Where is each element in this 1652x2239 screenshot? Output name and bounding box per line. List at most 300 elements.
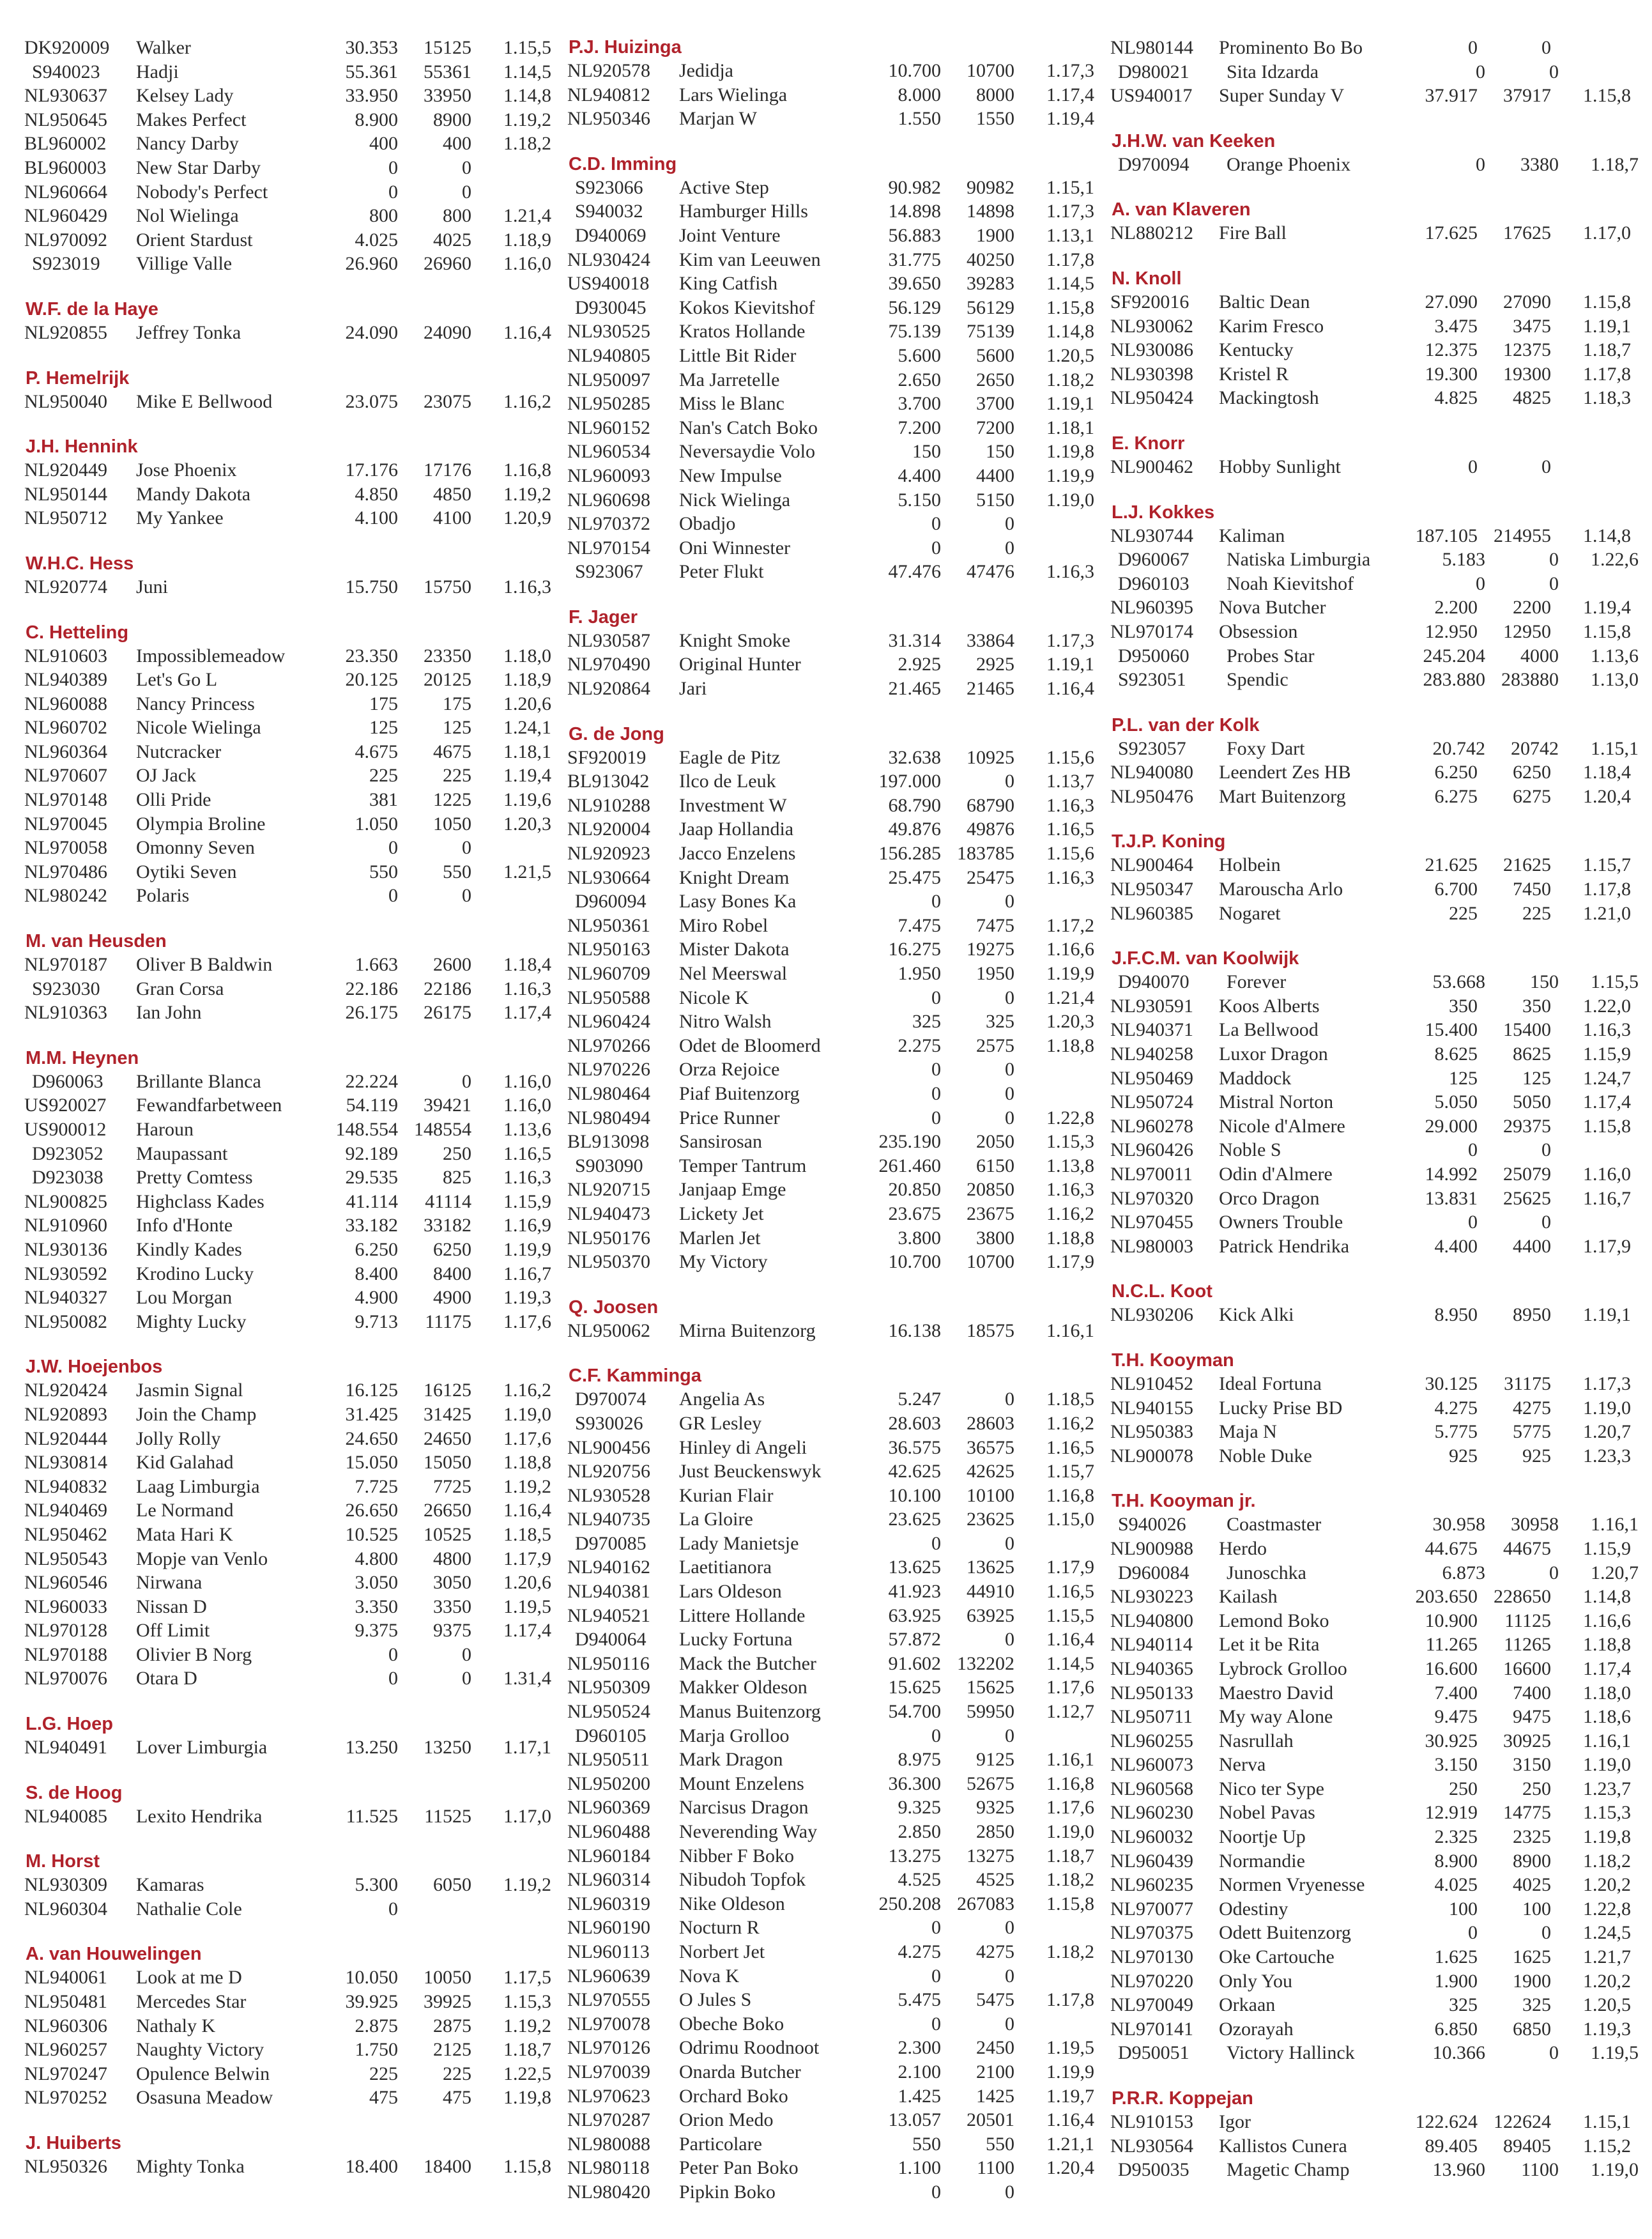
horse-name: Narcisus Dragon bbox=[679, 1797, 809, 1819]
horse-row bbox=[566, 866, 1109, 890]
horse-name: Nobody's Perfect bbox=[136, 181, 268, 203]
horse-name: Otara D bbox=[136, 1668, 197, 1689]
horse-name: Orient Stardust bbox=[136, 229, 253, 250]
horse-record-time: 1.17,9 bbox=[1046, 1557, 1094, 1578]
horse-total-earnings: 261.460 bbox=[878, 1155, 941, 1176]
horse-record-time: 1.18,2 bbox=[1046, 369, 1094, 390]
horse-earnings: 925 bbox=[1522, 1445, 1551, 1466]
horse-total-earnings: 0 bbox=[388, 157, 398, 178]
horse-registration-id: NL950326 bbox=[24, 2156, 107, 2177]
horse-earnings: 55361 bbox=[424, 61, 471, 82]
horse-registration-id: NL920715 bbox=[567, 1179, 650, 1201]
horse-earnings: 0 bbox=[1549, 549, 1559, 571]
owner-name: L.J. Kokkes bbox=[1112, 502, 1215, 523]
horse-name: My Victory bbox=[679, 1251, 768, 1273]
horse-total-earnings: 1.550 bbox=[898, 108, 941, 130]
horse-row bbox=[23, 1619, 566, 1643]
horse-record-time: 1.17,8 bbox=[1583, 363, 1631, 385]
horse-earnings: 0 bbox=[1005, 771, 1014, 792]
horse-record-time: 1.14,8 bbox=[1046, 321, 1094, 342]
horse-earnings: 16125 bbox=[424, 1380, 471, 1401]
horse-name: Nol Wielinga bbox=[136, 205, 239, 227]
horse-name: Janjaap Emge bbox=[679, 1179, 786, 1201]
horse-name: Ian John bbox=[136, 1002, 202, 1024]
horse-earnings: 17625 bbox=[1503, 222, 1551, 244]
horse-record-time: 1.15,3 bbox=[503, 1991, 551, 2013]
horse-registration-id: NL930062 bbox=[1110, 315, 1193, 337]
horse-row bbox=[23, 884, 566, 908]
horse-earnings: 8900 bbox=[433, 109, 471, 130]
horse-row bbox=[566, 416, 1109, 440]
horse-name: Mandy Dakota bbox=[136, 483, 251, 505]
horse-row bbox=[23, 1990, 566, 2014]
horse-row bbox=[23, 2155, 566, 2179]
horse-name: Nova K bbox=[679, 1965, 740, 1987]
horse-earnings: 33182 bbox=[424, 1215, 471, 1236]
owner-name: C. Hetteling bbox=[26, 622, 129, 643]
horse-record-time: 1.18,0 bbox=[1583, 1682, 1631, 1704]
owner-section bbox=[566, 723, 1109, 1274]
horse-earnings: 23350 bbox=[424, 645, 471, 666]
horse-total-earnings: 7.400 bbox=[1434, 1682, 1478, 1704]
horse-registration-id: NL920444 bbox=[24, 1427, 107, 1449]
horse-record-time: 1.18,6 bbox=[1583, 1706, 1631, 1728]
horse-row bbox=[566, 488, 1109, 512]
horse-registration-id: NL960546 bbox=[24, 1572, 107, 1594]
owner-section bbox=[23, 1047, 566, 1334]
horse-name: Odett Buitenzorg bbox=[1219, 1922, 1351, 1944]
horse-earnings: 6250 bbox=[1513, 762, 1551, 783]
horse-earnings: 350 bbox=[1522, 995, 1551, 1017]
horse-row bbox=[23, 1475, 566, 1499]
horse-total-earnings: 30.958 bbox=[1432, 1514, 1485, 1535]
horse-total-earnings: 0 bbox=[931, 537, 941, 558]
horse-total-earnings: 0 bbox=[931, 1532, 941, 1554]
horse-total-earnings: 14.898 bbox=[888, 201, 941, 222]
horse-total-earnings: 8.400 bbox=[355, 1263, 398, 1284]
horse-registration-id: NL930637 bbox=[24, 85, 107, 107]
horse-name: Miro Robel bbox=[679, 914, 769, 936]
horse-record-time: 1.18,2 bbox=[1046, 1869, 1094, 1891]
horse-record-time: 1.17,4 bbox=[1046, 84, 1094, 105]
owner-section bbox=[1109, 1349, 1652, 1468]
horse-total-earnings: 37.917 bbox=[1425, 85, 1478, 107]
horse-registration-id: BL960003 bbox=[24, 157, 107, 178]
horse-row bbox=[566, 1700, 1109, 1724]
horse-row bbox=[1109, 1138, 1652, 1162]
horse-name: Maupassant bbox=[136, 1143, 228, 1164]
horse-name: Ilco de Leuk bbox=[679, 771, 776, 792]
horse-row bbox=[566, 1459, 1109, 1484]
horse-earnings: 39421 bbox=[424, 1095, 471, 1116]
horse-total-earnings: 18.400 bbox=[345, 2156, 398, 2177]
horse-earnings: 825 bbox=[443, 1167, 471, 1189]
horse-record-time: 1.19,2 bbox=[503, 2015, 551, 2036]
horse-row bbox=[566, 842, 1109, 866]
horse-total-earnings: 36.575 bbox=[888, 1436, 941, 1458]
horse-earnings: 125 bbox=[443, 717, 471, 739]
owner-name: A. van Houwelingen bbox=[26, 1944, 202, 1965]
horse-total-earnings: 16.138 bbox=[888, 1320, 941, 1341]
horse-registration-id: NL970623 bbox=[567, 2085, 650, 2107]
horse-registration-id: NL920756 bbox=[567, 1461, 650, 1482]
horse-registration-id: NL950163 bbox=[567, 939, 650, 960]
horse-row bbox=[23, 36, 566, 60]
horse-total-earnings: 4.025 bbox=[355, 229, 398, 250]
horse-record-time: 1.19,1 bbox=[1046, 393, 1094, 415]
horse-registration-id: S923067 bbox=[575, 561, 643, 583]
horse-registration-id: S940032 bbox=[575, 201, 643, 222]
horse-registration-id: S930026 bbox=[575, 1412, 643, 1434]
horse-earnings: 37917 bbox=[1503, 85, 1551, 107]
horse-earnings: 1050 bbox=[433, 813, 471, 835]
horse-row bbox=[566, 2132, 1109, 2157]
horse-row bbox=[566, 1436, 1109, 1460]
horse-record-time: 1.18,8 bbox=[1046, 1227, 1094, 1249]
horse-registration-id: D960084 bbox=[1118, 1562, 1189, 1583]
horse-earnings: 0 bbox=[1005, 1629, 1014, 1650]
horse-name: Olympia Broline bbox=[136, 813, 266, 835]
horse-registration-id: NL960698 bbox=[567, 489, 650, 511]
horse-total-earnings: 13.625 bbox=[888, 1557, 941, 1578]
horse-record-time: 1.16,5 bbox=[1046, 819, 1094, 840]
horse-name: Herdo bbox=[1219, 1537, 1267, 1559]
owner-name: A. van Klaveren bbox=[1112, 199, 1251, 220]
horse-record-time: 1.20,7 bbox=[1583, 1421, 1631, 1443]
horse-row bbox=[566, 1058, 1109, 1082]
horse-record-time: 1.16,8 bbox=[1046, 1484, 1094, 1506]
horse-row bbox=[1109, 668, 1652, 692]
horse-row bbox=[23, 156, 566, 180]
horse-registration-id: NL940327 bbox=[24, 1287, 107, 1309]
horse-row bbox=[23, 860, 566, 884]
horse-record-time: 1.17,2 bbox=[1046, 914, 1094, 936]
horse-record-time: 1.15,9 bbox=[1583, 1043, 1631, 1065]
horse-name: Kamaras bbox=[136, 1874, 204, 1896]
horse-row bbox=[23, 1213, 566, 1238]
horse-total-earnings: 14.992 bbox=[1425, 1164, 1478, 1185]
horse-record-time: 1.18,1 bbox=[1046, 417, 1094, 438]
horse-earnings: 0 bbox=[1541, 456, 1551, 477]
horse-name: Probes Star bbox=[1227, 645, 1315, 666]
horse-row bbox=[23, 1547, 566, 1571]
horse-registration-id: D940069 bbox=[575, 224, 646, 246]
horse-record-time: 1.17,6 bbox=[503, 1427, 551, 1449]
horse-earnings: 0 bbox=[462, 837, 471, 859]
horse-earnings: 9125 bbox=[976, 1749, 1014, 1771]
horse-registration-id: D940064 bbox=[575, 1629, 646, 1650]
horse-registration-id: NL940162 bbox=[567, 1557, 650, 1578]
horse-row bbox=[566, 1319, 1109, 1343]
horse-registration-id: NL940805 bbox=[567, 344, 650, 366]
horse-row bbox=[566, 1868, 1109, 1892]
horse-name: Nicole Wielinga bbox=[136, 717, 261, 739]
horse-row bbox=[23, 836, 566, 860]
horse-earnings: 63925 bbox=[967, 1604, 1014, 1626]
horse-row bbox=[1109, 1753, 1652, 1777]
horse-name: Marja Grolloo bbox=[679, 1725, 790, 1746]
horse-row bbox=[566, 1082, 1109, 1106]
horse-registration-id: NL950082 bbox=[24, 1311, 107, 1332]
horse-registration-id: NL960568 bbox=[1110, 1778, 1193, 1799]
horse-name: Junoschka bbox=[1227, 1562, 1306, 1583]
horse-registration-id: NL960664 bbox=[24, 181, 107, 203]
horse-earnings: 39283 bbox=[967, 273, 1014, 295]
horse-name: Koos Alberts bbox=[1219, 995, 1320, 1017]
horse-total-earnings: 0 bbox=[1468, 1922, 1478, 1944]
owner-name: F. Jager bbox=[569, 606, 638, 627]
horse-registration-id: NL960190 bbox=[567, 1917, 650, 1939]
horse-row bbox=[23, 1897, 566, 1921]
horse-total-earnings: 31.775 bbox=[888, 249, 941, 270]
horse-record-time: 1.22,5 bbox=[503, 2063, 551, 2084]
horse-total-earnings: 381 bbox=[369, 789, 398, 811]
horse-total-earnings: 26.650 bbox=[345, 1500, 398, 1521]
horse-row bbox=[1109, 221, 1652, 245]
horse-earnings: 9475 bbox=[1513, 1706, 1551, 1728]
horse-total-earnings: 13.250 bbox=[345, 1737, 398, 1758]
horse-registration-id: D923052 bbox=[32, 1143, 103, 1164]
horse-earnings: 24090 bbox=[424, 321, 471, 343]
horse-registration-id: NL960702 bbox=[24, 717, 107, 739]
horse-row bbox=[23, 1595, 566, 1619]
horse-registration-id: NL970372 bbox=[567, 513, 650, 535]
horse-total-earnings: 0 bbox=[1476, 573, 1485, 594]
owner-name: M. Horst bbox=[26, 1851, 100, 1872]
owner-section bbox=[23, 298, 566, 345]
horse-record-time: 1.23,7 bbox=[1583, 1778, 1631, 1799]
horse-earnings: 2450 bbox=[976, 2037, 1014, 2059]
horse-name: Hinley di Angeli bbox=[679, 1436, 807, 1458]
horse-earnings: 4000 bbox=[1520, 645, 1559, 666]
horse-registration-id: NL940473 bbox=[567, 1203, 650, 1224]
horse-total-earnings: 125 bbox=[369, 717, 398, 739]
owner-name: C.F. Kamminga bbox=[569, 1366, 701, 1387]
horse-earnings: 5150 bbox=[976, 489, 1014, 511]
horse-name: Baltic Dean bbox=[1219, 291, 1310, 312]
horse-name: Mercedes Star bbox=[136, 1991, 247, 2013]
horse-earnings: 31175 bbox=[1504, 1373, 1551, 1394]
horse-row bbox=[23, 1450, 566, 1475]
horse-earnings: 4100 bbox=[433, 507, 471, 529]
horse-earnings: 1550 bbox=[976, 108, 1014, 130]
horse-record-time: 1.19,5 bbox=[1591, 2042, 1639, 2064]
horse-registration-id: NL940389 bbox=[24, 669, 107, 691]
horse-earnings: 10100 bbox=[967, 1484, 1014, 1506]
horse-registration-id: NL930398 bbox=[1110, 363, 1193, 385]
horse-row bbox=[23, 788, 566, 812]
horse-row bbox=[23, 1378, 566, 1403]
horse-record-time: 1.18,4 bbox=[503, 954, 551, 976]
horse-row bbox=[566, 1507, 1109, 1532]
horse-row bbox=[566, 629, 1109, 653]
horse-registration-id: NL950511 bbox=[567, 1749, 650, 1771]
horse-earnings: 250 bbox=[1522, 1778, 1551, 1799]
horse-registration-id: NL930424 bbox=[567, 249, 650, 270]
owner-section bbox=[23, 930, 566, 1025]
horse-row bbox=[566, 296, 1109, 320]
horse-earnings: 17176 bbox=[424, 459, 471, 481]
horse-name: Nel Meerswal bbox=[679, 963, 788, 984]
horse-record-time: 1.22,8 bbox=[1046, 1107, 1094, 1128]
horse-registration-id: NL900078 bbox=[1110, 1445, 1193, 1466]
horse-name: Jacco Enzelens bbox=[679, 843, 796, 865]
horse-registration-id: S923019 bbox=[32, 253, 100, 275]
horse-total-earnings: 0 bbox=[931, 987, 941, 1008]
horse-earnings: 39925 bbox=[424, 1991, 471, 2013]
horse-total-earnings: 44.675 bbox=[1425, 1537, 1478, 1559]
horse-registration-id: NL950588 bbox=[567, 987, 650, 1008]
horse-earnings: 550 bbox=[443, 861, 471, 882]
horse-registration-id: D950051 bbox=[1118, 2042, 1189, 2064]
horse-name: Kentucky bbox=[1219, 339, 1294, 361]
owner-name: J. Huiberts bbox=[26, 2133, 121, 2153]
horse-name: Original Hunter bbox=[679, 654, 801, 675]
horse-record-time: 1.15,5 bbox=[1591, 971, 1639, 993]
horse-row bbox=[23, 1643, 566, 1667]
horse-name: Nasrullah bbox=[1219, 1730, 1294, 1751]
horse-row bbox=[23, 482, 566, 507]
horse-row bbox=[1109, 1609, 1652, 1633]
horse-name: Ma Jarretelle bbox=[679, 369, 780, 390]
horse-name: Marjan W bbox=[679, 108, 757, 130]
horse-name: Laag Limburgia bbox=[136, 1475, 260, 1497]
horse-earnings: 0 bbox=[1541, 1922, 1551, 1944]
horse-registration-id: NL960424 bbox=[567, 1011, 650, 1033]
horse-record-time: 1.19,8 bbox=[1046, 441, 1094, 463]
horse-record-time: 1.24,7 bbox=[1583, 1067, 1631, 1089]
horse-earnings: 26175 bbox=[424, 1002, 471, 1024]
horse-total-earnings: 2.100 bbox=[898, 2061, 941, 2082]
horse-row bbox=[1109, 1825, 1652, 1849]
owner-section bbox=[1109, 267, 1652, 410]
horse-registration-id: D960105 bbox=[575, 1725, 646, 1746]
horse-earnings: 325 bbox=[986, 1011, 1014, 1033]
horse-earnings: 49876 bbox=[967, 819, 1014, 840]
horse-earnings: 33864 bbox=[967, 629, 1014, 651]
owner-name: G. de Jong bbox=[569, 723, 664, 744]
horse-earnings: 2850 bbox=[976, 1821, 1014, 1842]
horse-total-earnings: 6.250 bbox=[355, 1238, 398, 1260]
horse-total-earnings: 3.700 bbox=[898, 393, 941, 415]
horse-row bbox=[23, 716, 566, 740]
horse-record-time: 1.16,5 bbox=[1046, 1581, 1094, 1603]
horse-row bbox=[1109, 1512, 1652, 1537]
horse-row bbox=[23, 60, 566, 84]
horse-record-time: 1.19,6 bbox=[503, 789, 551, 811]
horse-earnings: 12950 bbox=[1503, 620, 1551, 642]
horse-total-earnings: 13.057 bbox=[888, 2109, 941, 2131]
horse-earnings: 8400 bbox=[433, 1263, 471, 1284]
horse-record-time: 1.19,9 bbox=[503, 1238, 551, 1260]
horse-record-time: 1.18,7 bbox=[1046, 1845, 1094, 1866]
horse-row bbox=[23, 1735, 566, 1760]
horse-total-earnings: 3.150 bbox=[1434, 1754, 1478, 1776]
horse-record-time: 1.13,8 bbox=[1046, 1155, 1094, 1176]
horse-total-earnings: 31.425 bbox=[345, 1403, 398, 1425]
horse-row bbox=[566, 392, 1109, 416]
horse-earnings: 4825 bbox=[1513, 387, 1551, 409]
horse-row bbox=[566, 2036, 1109, 2060]
horse-registration-id: NL970126 bbox=[567, 2037, 650, 2059]
horse-name: Pretty Comtess bbox=[136, 1167, 253, 1189]
horse-registration-id: D960063 bbox=[32, 1070, 103, 1092]
horse-registration-id: D940070 bbox=[1118, 971, 1189, 993]
horse-record-time: 1.20,9 bbox=[503, 507, 551, 529]
horse-total-earnings: 125 bbox=[1449, 1067, 1478, 1089]
horse-name: Eagle de Pitz bbox=[679, 746, 781, 768]
horse-row bbox=[1109, 1303, 1652, 1327]
horse-record-time: 1.16,3 bbox=[1046, 561, 1094, 583]
horse-record-time: 1.15,8 bbox=[1583, 85, 1631, 107]
horse-name: Normandie bbox=[1219, 1850, 1305, 1872]
horse-total-earnings: 29.000 bbox=[1425, 1115, 1478, 1137]
horse-total-earnings: 4.100 bbox=[355, 507, 398, 529]
horse-earnings: 3700 bbox=[976, 393, 1014, 415]
horse-row bbox=[566, 2084, 1109, 2109]
horse-earnings: 150 bbox=[1530, 971, 1559, 993]
horse-registration-id: NL900456 bbox=[567, 1436, 650, 1458]
horse-name: Kindly Kades bbox=[136, 1238, 242, 1260]
horse-earnings: 0 bbox=[1541, 37, 1551, 58]
horse-total-earnings: 31.314 bbox=[888, 629, 941, 651]
owner-section bbox=[23, 552, 566, 599]
horse-registration-id: NL960364 bbox=[24, 741, 107, 762]
horse-total-earnings: 23.350 bbox=[345, 645, 398, 666]
horse-name: Lucky Prise BD bbox=[1219, 1397, 1343, 1419]
horse-earnings: 3050 bbox=[433, 1572, 471, 1594]
horse-name: Pipkin Boko bbox=[679, 2181, 776, 2203]
horse-total-earnings: 6.250 bbox=[1434, 762, 1478, 783]
column-1 bbox=[23, 36, 566, 2239]
horse-row bbox=[566, 1892, 1109, 1916]
horse-registration-id: NL950285 bbox=[567, 393, 650, 415]
horse-name: Mirna Buitenzorg bbox=[679, 1320, 816, 1341]
horse-row bbox=[1109, 548, 1652, 572]
horse-total-earnings: 0 bbox=[931, 1082, 941, 1104]
horse-registration-id: S940023 bbox=[32, 61, 100, 82]
horse-total-earnings: 9.375 bbox=[355, 1620, 398, 1642]
horse-record-time: 1.16,8 bbox=[503, 459, 551, 481]
horse-total-earnings: 5.247 bbox=[898, 1389, 941, 1410]
horse-record-time: 1.16,3 bbox=[1046, 794, 1094, 816]
horse-row bbox=[566, 1580, 1109, 1604]
horse-name: Lickety Jet bbox=[679, 1203, 764, 1224]
horse-record-time: 1.16,2 bbox=[503, 390, 551, 412]
horse-name: Kokos Kievitshof bbox=[679, 296, 815, 318]
horse-earnings: 6275 bbox=[1513, 785, 1551, 807]
horse-total-earnings: 15.050 bbox=[345, 1452, 398, 1473]
horse-earnings: 4025 bbox=[1513, 1874, 1551, 1896]
horse-name: Karim Fresco bbox=[1219, 315, 1324, 337]
horse-total-earnings: 3.350 bbox=[355, 1596, 398, 1617]
horse-earnings: 90982 bbox=[967, 176, 1014, 198]
horse-row bbox=[23, 2038, 566, 2062]
horse-name: Peter Pan Boko bbox=[679, 2157, 799, 2179]
horse-row bbox=[23, 228, 566, 252]
horse-total-earnings: 1.663 bbox=[355, 954, 398, 976]
horse-registration-id: NL970187 bbox=[24, 954, 107, 976]
horse-row bbox=[23, 1403, 566, 1427]
horse-total-earnings: 47.476 bbox=[888, 561, 941, 583]
horse-registration-id: NL970174 bbox=[1110, 620, 1193, 642]
horse-earnings: 267083 bbox=[957, 1893, 1014, 1914]
horse-name: Odrimu Roodnoot bbox=[679, 2037, 820, 2059]
horse-record-time: 1.16,3 bbox=[503, 1167, 551, 1189]
horse-earnings: 0 bbox=[1541, 1212, 1551, 1233]
horse-name: Lasy Bones Ka bbox=[679, 891, 797, 912]
horse-name: Only You bbox=[1219, 1970, 1293, 1992]
